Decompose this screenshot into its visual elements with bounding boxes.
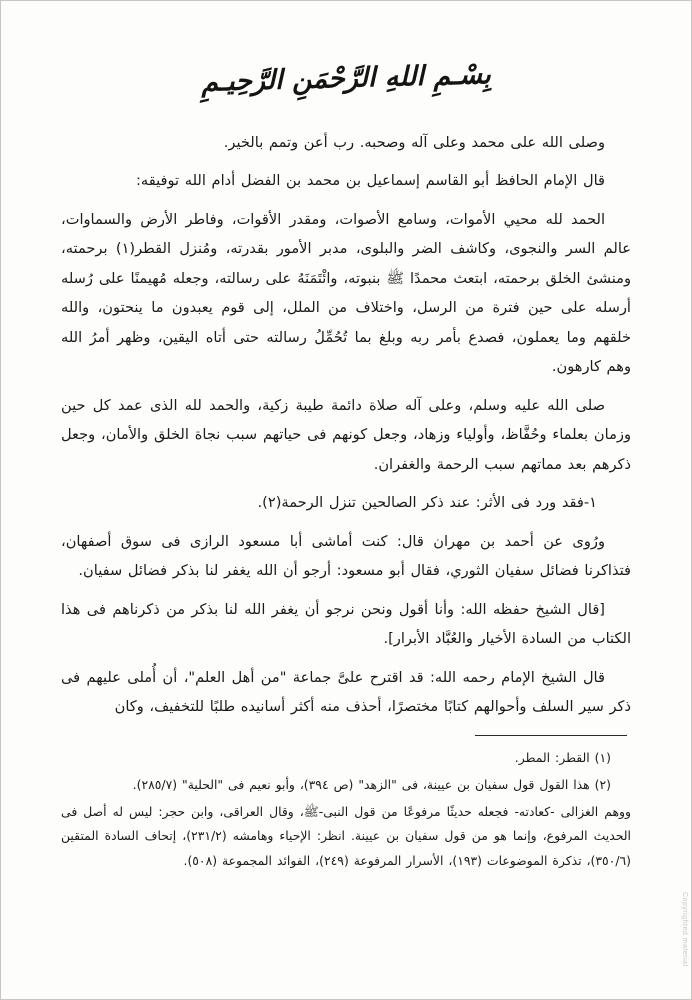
paragraph: صلى الله عليه وسلم، وعلى آله صلاة دائمة طيبة زكية، والحمد لله الذى عمد كل حين وزمان بعلماء وحُفَّاظ، وأولياء وزهاد، وجعل كونهم فى حياتهم سبب نجاة الخلق والأمان، وجعل ذكرهم بعد مماتهم سبب الرحمة والغفران. <box>61 396 631 473</box>
footnote: (١) القطر: المطر. <box>514 750 611 766</box>
bismillah-calligraphy: بِسْـمِ اللهِ الرَّحْمَنِ الرَّحِيـمِ <box>200 59 492 98</box>
paragraph: الحمد لله محيي الأموات، وسامع الأصوات، ومقدر الأقوات، وفاطر الأرض والسماوات، عالم السر والنجوى، وكاشف الضر والبلوى، مدبر الأمور بقدرته، ومُنزل القطر(١) برحمته، ومنشئ الخلق برحمته، ابتعث محمدًا ﷺ بنبوته، وائْتَمَنَهُ على رسالته، وجعله مُهيمنًا على رُسله أرسله على حين فترة من الرسل، واختلاف من الملل، إلى قوم يعبدون ما ينحتون، والله خلقهم وما يعملون، فصدع بأمر ربه وبلغ بما تُحُمِّلُ رسالته حتى أتاه اليقين، وظهر أمرُ الله وهم كارهون. <box>61 210 631 376</box>
paragraph: قال الشيخ الإمام رحمه الله: قد اقترح علىَّ جماعة "من أهل العلم"، أن أُملى عليهم فى ذكر سير السلف وأحوالهم كتابًا مختصرًا، أحذف منه أكثر أسانيده طلبًا للتخفيف، وكان <box>61 668 631 715</box>
footnote: (٢) هذا القول قول سفيان بن عيينة، فى "الزهد" (ص ٣٩٤)، وأبو نعيم فى "الحلية" (٢٨٥/٧). <box>132 777 611 792</box>
paragraph: وصلى الله على محمد وعلى آله وصحبه. رب أعن وتمم بالخير. <box>223 134 605 151</box>
paragraph: قال الإمام الحافظ أبو القاسم إسماعيل بن محمد بن الفضل أدام الله توفيقه: <box>136 172 605 190</box>
paragraph: ورُوى عن أحمد بن مهران قال: كنت أماشى أبا مسعود الرازى فى سوق أصفهان، فتذاكرنا فضائل سفيان الثوري، فقال أبو مسعود: أرجو أن الله يغفر لنا بذكر فضائل سفيان. <box>61 532 631 580</box>
main-text-block <box>61 128 631 721</box>
bracketed-editor-note: [قال الشيخ حفظه الله: وأنا أقول ونحن نرجو أن يغفر الله لنا بذكر من ذكرناهم فى هذا الكتاب من السادة الأخيار والعُبَّاد الأبرار]. <box>61 600 631 648</box>
footnote-separator <box>475 735 627 736</box>
copyright-watermark: Copyrighted material <box>681 892 688 967</box>
footnotes-section <box>61 735 631 873</box>
numbered-athar-line: ١-فقد ورد فى الأثر: عند ذكر الصالحين تنزل الرحمة(٢). <box>257 494 597 512</box>
footnote-continuation: ووهم الغزالى -كعادته- فجعله حديثًا مرفوعًا من قول النبى-ﷺ، وقال العراقى، وابن حجر: ليس له أصل فى الحديث المرفوع، وإنما هو من قول سفيان بن عيينة. انظر: الإحياء وهامشه (٢٣١/٢)، إتحاف السادة المتقين (٣٥٠/٦)، تذكرة الموضوعات (١٩٣)، الأسرار المرفوعة (٢٤٩)، الفوائد المجموعة (٥٠٨). <box>61 803 631 868</box>
